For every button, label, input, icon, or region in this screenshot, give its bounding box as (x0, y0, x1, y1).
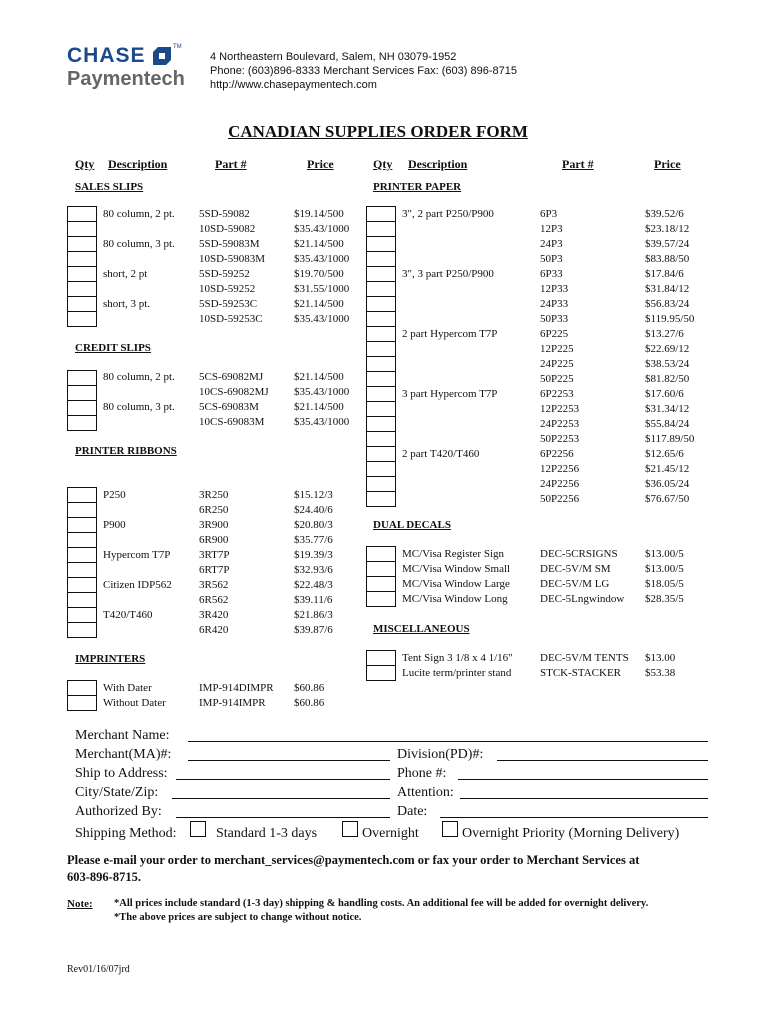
part-number: 6RT7P (199, 564, 230, 576)
printer-paper-price-col (645, 207, 694, 507)
logo-paymentech-text: Paymentech (67, 68, 185, 90)
price: $35.43/1000 (294, 386, 350, 398)
price: $31.55/1000 (294, 283, 350, 295)
part-number: 24P2256 (540, 478, 580, 490)
price: $83.88/50 (645, 253, 690, 265)
part-number: 6R900 (199, 534, 229, 546)
item-desc (402, 222, 497, 237)
qty-box[interactable] (367, 327, 395, 342)
item-desc (103, 503, 172, 518)
part-number: 50P2256 (540, 493, 580, 505)
qty-box[interactable] (367, 547, 395, 562)
part-number: DEC-5CRSIGNS (540, 548, 618, 560)
qty-box[interactable] (68, 371, 96, 386)
part-number: 12P2256 (540, 463, 580, 475)
price: $19.70/500 (294, 268, 344, 280)
part-number: 12P2253 (540, 403, 580, 415)
imprinters-desc-col (103, 681, 166, 711)
printer-ribbons-qty-boxes[interactable] (67, 487, 97, 638)
printer-paper-part-col (540, 207, 579, 507)
qty-box[interactable] (367, 447, 395, 462)
qty-box[interactable] (367, 282, 395, 297)
price: $35.43/1000 (294, 253, 350, 265)
dual-decals-part-col (540, 547, 624, 607)
price: $24.40/6 (294, 504, 333, 516)
item-desc (103, 533, 172, 548)
price: $22.69/12 (645, 343, 690, 355)
ship-to-label: Ship to Address: (75, 766, 168, 781)
revision-code: Rev01/16/07jrd (67, 964, 130, 975)
phone-label: Phone #: (397, 766, 447, 781)
header-price-right: Price (654, 157, 681, 171)
standard-checkbox[interactable] (190, 821, 206, 837)
qty-box[interactable] (68, 207, 96, 222)
merchant-name-field[interactable] (188, 741, 708, 742)
imprinters-part-col (199, 681, 274, 711)
price: $39.87/6 (294, 624, 333, 636)
price: $28.35/5 (645, 593, 684, 605)
item-desc: short, 2 pt (103, 268, 148, 280)
date-label: Date: (397, 804, 428, 819)
imprinters-qty-boxes[interactable] (67, 680, 97, 711)
price: $21.14/500 (294, 401, 344, 413)
qty-box[interactable] (68, 696, 96, 710)
printer-ribbons-heading: PRINTER RIBBONS (75, 445, 177, 457)
credit-slips-price-col (294, 370, 349, 430)
price: $31.84/12 (645, 283, 690, 295)
item-desc: MC/Visa Register Sign (402, 548, 505, 560)
qty-box[interactable] (367, 297, 395, 312)
division-field[interactable] (497, 760, 708, 761)
item-desc: MC/Visa Window Long (402, 593, 508, 605)
sales-slips-qty-boxes[interactable] (67, 206, 97, 327)
price: $20.80/3 (294, 519, 333, 531)
part-number: 24P3 (540, 238, 563, 250)
item-desc (402, 282, 497, 297)
printer-ribbons-part-col (199, 488, 230, 638)
qty-box[interactable] (367, 252, 395, 267)
qty-box[interactable] (367, 417, 395, 432)
header-qty-right: Qty (373, 157, 393, 171)
qty-box[interactable] (367, 312, 395, 327)
qty-box[interactable] (68, 282, 96, 297)
price: $13.00 (645, 652, 676, 664)
price: $19.14/500 (294, 208, 344, 220)
item-desc (402, 417, 497, 432)
authorized-label: Authorized By: (75, 804, 162, 819)
item-desc (402, 297, 497, 312)
imprinters-heading: IMPRINTERS (75, 653, 146, 665)
item-desc (103, 623, 172, 638)
qty-box[interactable] (68, 578, 96, 593)
price: $117.89/50 (645, 433, 695, 445)
qty-box[interactable] (367, 222, 395, 237)
item-desc (402, 237, 497, 252)
part-number: 6P33 (540, 268, 563, 280)
email-instructions-line1: Please e-mail your order to merchant_services@paymentech.com or fax your order to Merchant Services at (67, 853, 640, 867)
printer-ribbons-price-col (294, 488, 333, 638)
sales-slips-heading: SALES SLIPS (75, 181, 144, 193)
price: $23.18/12 (645, 223, 690, 235)
overnight-priority-checkbox[interactable] (442, 821, 458, 837)
price: $60.86 (294, 682, 325, 694)
note-line1: *All prices include standard (1-3 day) shipping & handling costs. An additional fee will be added for overnight delivery. (114, 898, 649, 909)
overnight-checkbox[interactable] (342, 821, 358, 837)
qty-box[interactable] (68, 386, 96, 401)
part-number: 5CS-69083M (199, 401, 259, 413)
contact-block (210, 50, 517, 92)
qty-box[interactable] (68, 416, 96, 430)
item-desc (103, 415, 175, 430)
qty-box[interactable] (68, 608, 96, 623)
item-desc: MC/Visa Window Small (402, 563, 511, 575)
item-desc: Tent Sign 3 1/8 x 4 1/16" (402, 652, 513, 664)
dual-decals-qty-boxes[interactable] (366, 546, 396, 607)
part-number: 3R420 (199, 609, 229, 621)
qty-box[interactable] (367, 357, 395, 372)
item-desc: T420/T460 (103, 609, 153, 621)
price: $19.39/3 (294, 549, 333, 561)
price: $39.57/24 (645, 238, 690, 250)
item-desc (103, 222, 175, 237)
credit-slips-heading: CREDIT SLIPS (75, 342, 151, 354)
dual-decals-heading: DUAL DECALS (373, 519, 451, 531)
qty-box[interactable] (367, 577, 395, 592)
price: $18.05/5 (645, 578, 684, 590)
printer-paper-desc-col (402, 207, 497, 507)
item-desc: Without Dater (103, 697, 166, 709)
part-number: 12P225 (540, 343, 574, 355)
price: $56.83/24 (645, 298, 690, 310)
item-desc: Lucite term/printer stand (402, 667, 512, 679)
printer-ribbons-desc-col (103, 488, 172, 638)
credit-slips-desc-col (103, 370, 175, 430)
qty-box[interactable] (367, 477, 395, 492)
miscellaneous-heading: MISCELLANEOUS (373, 623, 470, 635)
part-number: 6P3 (540, 208, 558, 220)
price: $31.34/12 (645, 403, 690, 415)
part-number: 10CS-69083M (199, 416, 265, 428)
overnight-priority-label: Overnight Priority (Morning Delivery) (462, 826, 680, 841)
item-desc (402, 462, 497, 477)
qty-box[interactable] (367, 492, 395, 506)
qty-box[interactable] (367, 462, 395, 477)
part-number: 6P2253 (540, 388, 574, 400)
chase-octagon-icon (153, 47, 171, 65)
contact-address: 4 Northeastern Boulevard, Salem, NH 03079-1952 (210, 51, 457, 63)
qty-box[interactable] (68, 488, 96, 503)
credit-slips-part-col (199, 370, 269, 430)
qty-box[interactable] (68, 681, 96, 696)
overnight-label: Overnight (362, 826, 419, 841)
item-desc: 80 column, 2 pt. (103, 371, 175, 383)
part-number: 6P225 (540, 328, 569, 340)
price: $35.77/6 (294, 534, 333, 546)
item-desc (402, 477, 497, 492)
item-desc: 80 column, 2 pt. (103, 208, 175, 220)
price: $21.14/500 (294, 371, 344, 383)
part-number: 12P33 (540, 283, 569, 295)
part-number: 10SD-59082 (199, 223, 256, 235)
qty-box[interactable] (367, 402, 395, 417)
qty-box[interactable] (68, 533, 96, 548)
price: $32.93/6 (294, 564, 333, 576)
phone-field[interactable] (458, 779, 708, 780)
item-desc (402, 402, 497, 417)
email-instructions-line2: 603-896-8715. (67, 870, 141, 884)
authorized-field[interactable] (176, 817, 390, 818)
item-desc: 3", 2 part P250/P900 (402, 208, 494, 220)
qty-box[interactable] (68, 297, 96, 312)
item-desc (103, 563, 172, 578)
qty-box[interactable] (68, 563, 96, 578)
item-desc: 80 column, 3 pt. (103, 238, 175, 250)
qty-box[interactable] (367, 207, 395, 222)
qty-box[interactable] (367, 372, 395, 387)
merchant-ma-label: Merchant(MA)#: (75, 747, 172, 762)
part-number: DEC-5V/M SM (540, 563, 611, 575)
item-desc: Hypercom T7P (103, 549, 171, 561)
part-number: 10SD-59252 (199, 283, 256, 295)
part-number: 3R900 (199, 519, 229, 531)
miscellaneous-part-col (540, 651, 629, 681)
chase-logo (67, 44, 187, 94)
qty-box[interactable] (367, 651, 395, 666)
price: $39.52/6 (645, 208, 684, 220)
price: $15.12/3 (294, 489, 333, 501)
sales-slips-price-col (294, 207, 349, 327)
part-number: 24P225 (540, 358, 574, 370)
qty-box[interactable] (68, 267, 96, 282)
standard-label: Standard 1-3 days (216, 826, 318, 841)
qty-box[interactable] (68, 312, 96, 326)
qty-box[interactable] (68, 401, 96, 416)
part-number: 24P33 (540, 298, 569, 310)
item-desc (103, 593, 172, 608)
printer-paper-qty-boxes[interactable] (366, 206, 396, 507)
sales-slips-desc-col (103, 207, 175, 327)
item-desc: 80 column, 3 pt. (103, 401, 175, 413)
part-number: IMP-914DIMPR (199, 682, 274, 694)
item-desc (402, 492, 497, 507)
item-desc (402, 342, 497, 357)
part-number: 6R420 (199, 624, 229, 636)
qty-box[interactable] (68, 503, 96, 518)
header-desc-left: Description (108, 157, 168, 171)
qty-box[interactable] (367, 387, 395, 402)
item-desc (402, 432, 497, 447)
header-part-right: Part # (562, 157, 594, 171)
item-desc: MC/Visa Window Large (402, 578, 510, 590)
price: $21.45/12 (645, 463, 690, 475)
dual-decals-desc-col (402, 547, 510, 607)
qty-box[interactable] (68, 222, 96, 237)
item-desc (402, 372, 497, 387)
page-title: CANADIAN SUPPLIES ORDER FORM (228, 122, 528, 141)
city-label: City/State/Zip: (75, 785, 159, 800)
price: $81.82/50 (645, 373, 690, 385)
item-desc (103, 312, 175, 327)
part-number: 5SD-59082 (199, 208, 250, 220)
price: $35.43/1000 (294, 313, 350, 325)
imprinters-price-col (294, 681, 324, 711)
part-number: 24P2253 (540, 418, 580, 430)
part-number: 10SD-59253C (199, 313, 263, 325)
part-number: 5CS-69082MJ (199, 371, 264, 383)
price: $13.00/5 (645, 548, 684, 560)
part-number: 12P3 (540, 223, 563, 235)
miscellaneous-qty-boxes[interactable] (366, 650, 396, 681)
item-desc (402, 312, 497, 327)
part-number: 5SD-59252 (199, 268, 250, 280)
part-number: 50P3 (540, 253, 563, 265)
item-desc: 2 part T420/T460 (402, 448, 480, 460)
logo-tm: TM (173, 44, 182, 50)
item-desc (402, 357, 497, 372)
price: $21.14/500 (294, 298, 344, 310)
printer-paper-heading: PRINTER PAPER (373, 181, 462, 193)
contact-phone: Phone: (603)896-8333 Merchant Services Fax: (603) 896-8715 (210, 65, 517, 77)
merchant-ma-field[interactable] (188, 760, 390, 761)
price: $17.60/6 (645, 388, 684, 400)
ship-to-field[interactable] (176, 779, 390, 780)
attention-field[interactable] (460, 798, 708, 799)
item-desc: 3 part Hypercom T7P (402, 388, 498, 400)
price: $39.11/6 (294, 594, 333, 606)
qty-box[interactable] (68, 623, 96, 637)
part-number: 6R562 (199, 594, 229, 606)
item-desc (103, 282, 175, 297)
shipping-method-label: Shipping Method: (75, 826, 177, 841)
header-qty-left: Qty (75, 157, 95, 171)
price: $22.48/3 (294, 579, 333, 591)
price: $13.27/6 (645, 328, 684, 340)
qty-box[interactable] (68, 252, 96, 267)
part-number: 3RT7P (199, 549, 230, 561)
sales-slips-part-col (199, 207, 265, 327)
price: $21.14/500 (294, 238, 344, 250)
dual-decals-price-col (645, 547, 684, 607)
contact-web[interactable]: http://www.chasepaymentech.com (210, 79, 377, 91)
header-part-left: Part # (215, 157, 247, 171)
item-desc: P250 (103, 489, 126, 501)
city-field[interactable] (172, 798, 390, 799)
part-number: 10CS-69082MJ (199, 386, 269, 398)
part-number: DEC-5V/M TENTS (540, 652, 629, 664)
qty-box[interactable] (367, 237, 395, 252)
item-desc: short, 3 pt. (103, 298, 151, 310)
qty-box[interactable] (367, 342, 395, 357)
item-desc: 2 part Hypercom T7P (402, 328, 498, 340)
header-desc-right: Description (408, 157, 468, 171)
price: $60.86 (294, 697, 325, 709)
qty-box[interactable] (68, 593, 96, 608)
item-desc: 3", 3 part P250/P900 (402, 268, 494, 280)
price: $17.84/6 (645, 268, 684, 280)
qty-box[interactable] (367, 666, 395, 680)
miscellaneous-price-col (645, 651, 675, 681)
part-number: DEC-5Lngwindow (540, 593, 625, 605)
qty-box[interactable] (68, 237, 96, 252)
qty-box[interactable] (367, 432, 395, 447)
date-field[interactable] (440, 817, 708, 818)
part-number: 50P2253 (540, 433, 580, 445)
part-number: 5SD-59253C (199, 298, 258, 310)
qty-box[interactable] (68, 518, 96, 533)
price: $53.38 (645, 667, 676, 679)
qty-box[interactable] (367, 562, 395, 577)
price: $35.43/1000 (294, 416, 350, 428)
part-number: 3R250 (199, 489, 229, 501)
price: $55.84/24 (645, 418, 690, 430)
price: $13.00/5 (645, 563, 684, 575)
note-line2: *The above prices are subject to change without notice. (114, 912, 362, 923)
part-number: 6P2256 (540, 448, 574, 460)
price: $21.86/3 (294, 609, 333, 621)
note-label: Note: (67, 898, 93, 910)
item-desc: With Dater (103, 682, 152, 694)
price: $119.95/50 (645, 313, 695, 325)
qty-box[interactable] (367, 267, 395, 282)
part-number: 3R562 (199, 579, 229, 591)
qty-box[interactable] (367, 592, 395, 606)
item-desc: Citizen IDP562 (103, 579, 172, 591)
qty-box[interactable] (68, 548, 96, 563)
item-desc (402, 252, 497, 267)
price: $35.43/1000 (294, 223, 350, 235)
price: $36.05/24 (645, 478, 690, 490)
item-desc (103, 385, 175, 400)
part-number: 5SD-59083M (199, 238, 260, 250)
header-price-left: Price (307, 157, 334, 171)
part-number: 50P33 (540, 313, 569, 325)
part-number: 6R250 (199, 504, 229, 516)
part-number: 10SD-59083M (199, 253, 266, 265)
division-label: Division(PD)#: (397, 747, 484, 762)
part-number: STCK-STACKER (540, 667, 622, 679)
credit-slips-qty-boxes[interactable] (67, 370, 97, 431)
price: $76.67/50 (645, 493, 690, 505)
item-desc: P900 (103, 519, 126, 531)
part-number: DEC-5V/M LG (540, 578, 610, 590)
miscellaneous-desc-col (402, 651, 513, 681)
part-number: IMP-914IMPR (199, 697, 266, 709)
logo-chase-text: CHASE (67, 44, 146, 67)
part-number: 50P225 (540, 373, 574, 385)
merchant-name-label: Merchant Name: (75, 728, 170, 743)
item-desc (103, 252, 175, 267)
attention-label: Attention: (397, 785, 454, 800)
price: $12.65/6 (645, 448, 684, 460)
price: $38.53/24 (645, 358, 690, 370)
